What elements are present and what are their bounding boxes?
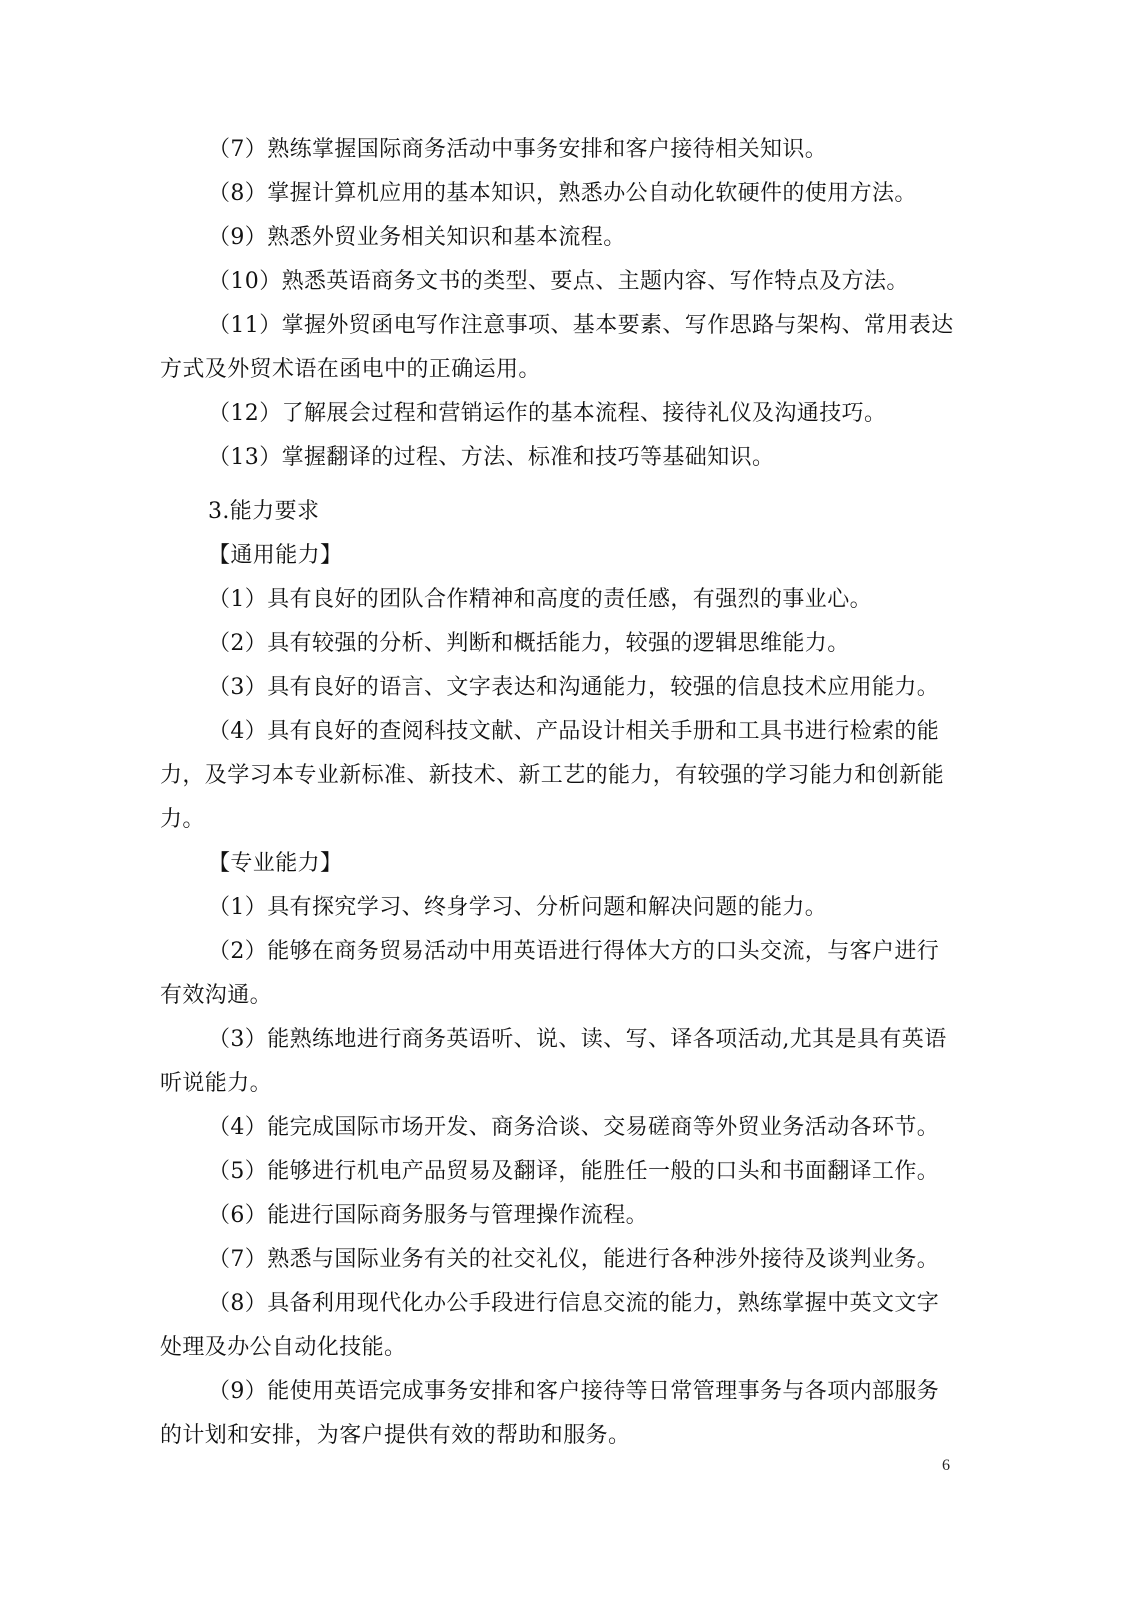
professional-ability-item-2: （2）能够在商务贸易活动中用英语进行得体大方的口头交流，与客户进行有效沟通。 (160, 939, 940, 1008)
professional-ability-item-8: （8）具备利用现代化办公手段进行信息交流的能力，熟练掌握中英文文字处理及办公自动化技能。 (160, 1291, 940, 1360)
general-ability-item-4: （4）具有良好的查阅科技文献、产品设计相关手册和工具书进行检索的能力，及学习本专业新标准、新技术、新工艺的能力，有较强的学习能力和创新能力。 (160, 719, 945, 832)
knowledge-item-7: （7）熟练掌握国际商务活动中事务安排和客户接待相关知识。 (208, 137, 828, 162)
knowledge-item-12: （12）了解展会过程和营销运作的基本流程、接待礼仪及沟通技巧。 (208, 401, 887, 426)
professional-ability-item-3: （3）能熟练地进行商务英语听、说、读、写、译各项活动,尤其是具有英语听说能力。 (160, 1027, 947, 1096)
professional-ability-item-9: （9）能使用英语完成事务安排和客户接待等日常管理事务与各项内部服务的计划和安排，为客户提供有效的帮助和服务。 (160, 1379, 940, 1448)
subheading-professional-ability: 【专业能力】 (208, 851, 343, 876)
general-ability-item-2: （2）具有较强的分析、判断和概括能力，较强的逻辑思维能力。 (208, 631, 850, 656)
professional-ability-item-6: （6）能进行国际商务服务与管理操作流程。 (208, 1203, 648, 1228)
knowledge-item-9: （9）熟悉外贸业务相关知识和基本流程。 (208, 225, 626, 250)
professional-ability-item-7: （7）熟悉与国际业务有关的社交礼仪，能进行各种涉外接待及谈判业务。 (208, 1247, 940, 1272)
knowledge-item-11: （11）掌握外贸函电写作注意事项、基本要素、写作思路与架构、常用表达方式及外贸术语在函电中的正确运用。 (160, 313, 954, 382)
page-number: 6 (942, 1457, 950, 1474)
knowledge-item-13: （13）掌握翻译的过程、方法、标准和技巧等基础知识。 (208, 445, 775, 470)
general-ability-item-3: （3）具有良好的语言、文字表达和沟通能力，较强的信息技术应用能力。 (208, 675, 940, 700)
knowledge-item-8: （8）掌握计算机应用的基本知识，熟悉办公自动化软硬件的使用方法。 (208, 181, 917, 206)
general-ability-item-1: （1）具有良好的团队合作精神和高度的责任感，有强烈的事业心。 (208, 587, 872, 612)
knowledge-item-10: （10）熟悉英语商务文书的类型、要点、主题内容、写作特点及方法。 (208, 269, 909, 294)
professional-ability-item-5: （5）能够进行机电产品贸易及翻译，能胜任一般的口头和书面翻译工作。 (208, 1159, 940, 1184)
section-heading-ability-requirements: 3.能力要求 (208, 499, 320, 524)
professional-ability-item-4: （4）能完成国际市场开发、商务洽谈、交易磋商等外贸业务活动各环节。 (208, 1115, 940, 1140)
document-body (160, 128, 955, 1458)
subheading-general-ability: 【通用能力】 (208, 543, 343, 568)
professional-ability-item-1: （1）具有探究学习、终身学习、分析问题和解决问题的能力。 (208, 895, 828, 920)
